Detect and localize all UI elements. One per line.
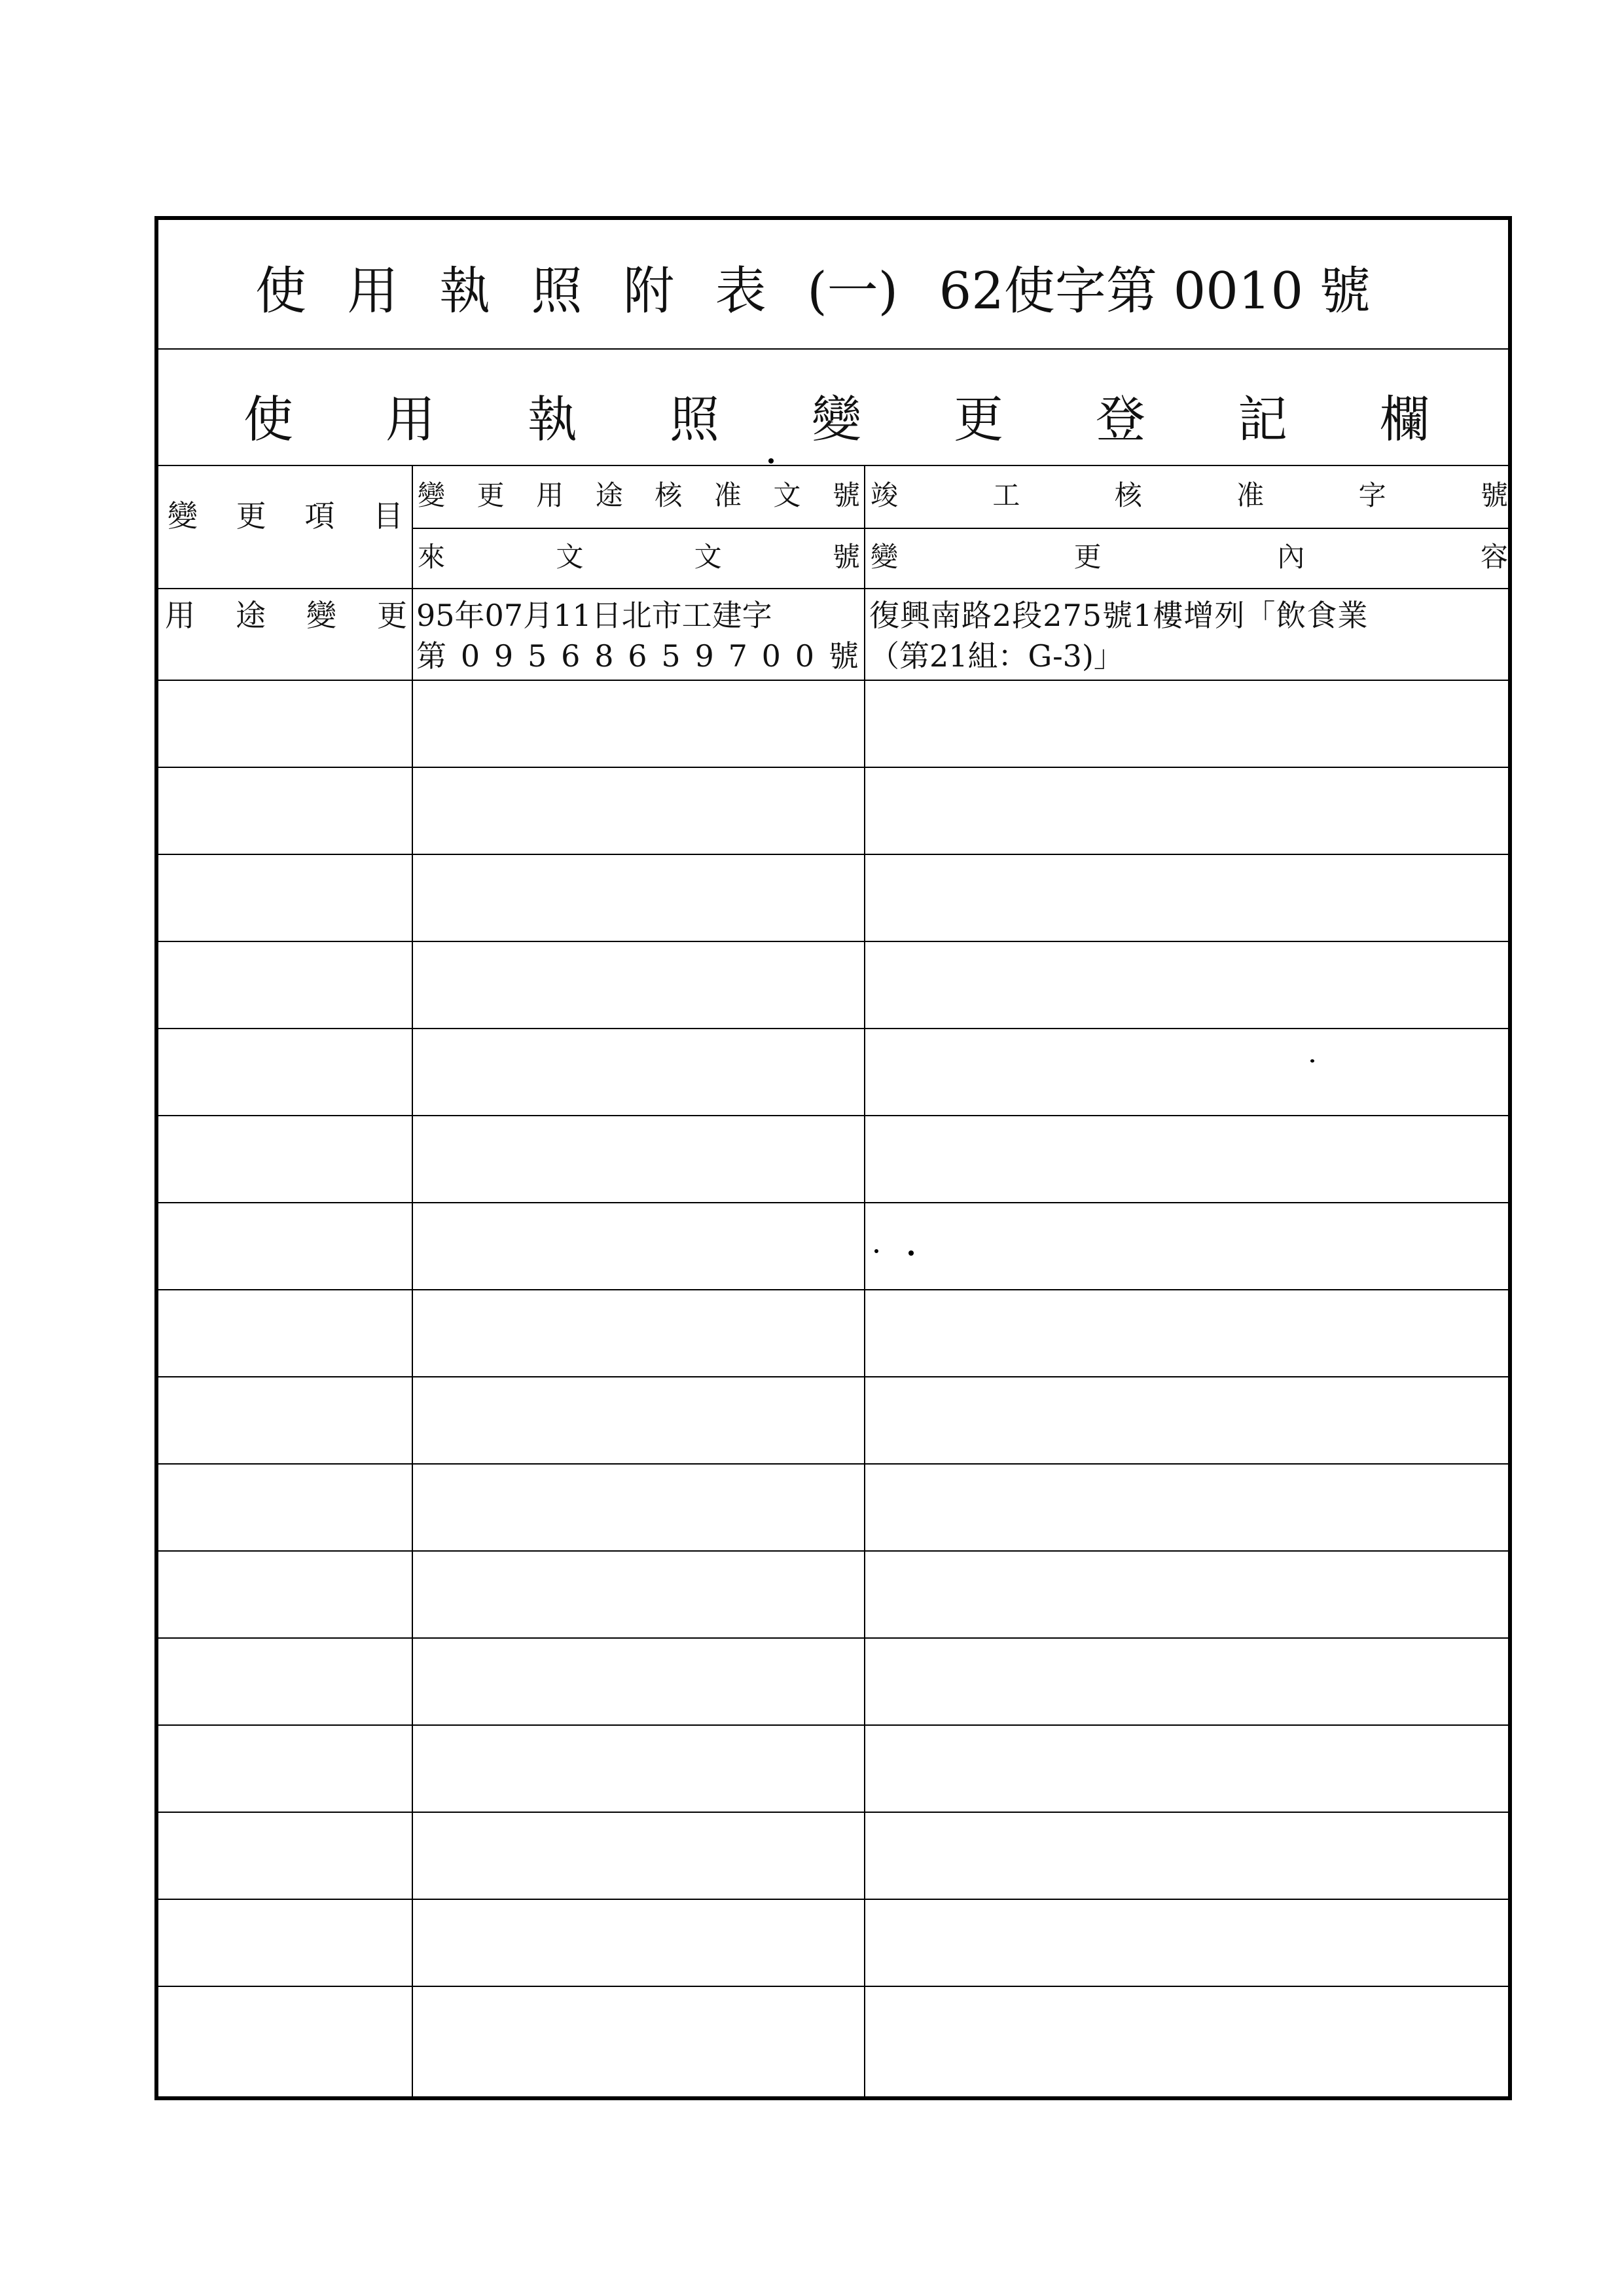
row-item: 用 途 變 更 (165, 598, 407, 633)
row-divider (158, 1637, 1508, 1639)
row-divider (158, 1463, 1508, 1465)
subtitle-char: 變 (812, 390, 861, 448)
row-divider (158, 1899, 1508, 1900)
row-doc-line2: 第 0 9 5 6 8 6 5 9 7 0 0 號 (416, 638, 859, 674)
title-char: (一) (807, 262, 899, 321)
subtitle-char: 記 (1238, 390, 1287, 448)
column-divider (864, 466, 865, 2096)
row-divider (158, 1812, 1508, 1813)
subtitle-char: 執 (528, 390, 577, 448)
row-divider (158, 854, 1508, 855)
page-title (158, 220, 1508, 348)
subtitle-char: 使 (243, 390, 293, 448)
header-completion-no: 竣 工 核 准 字 號 (871, 479, 1508, 511)
row-divider (158, 1986, 1508, 1987)
title-char: 使 (255, 262, 307, 321)
row-divider (158, 1289, 1508, 1290)
subtitle-char: 欄 (1380, 390, 1429, 448)
title-char: 表 (715, 262, 766, 321)
subtitle-char: 用 (386, 390, 435, 448)
header-change-content: 變 更 內 容 (871, 541, 1508, 573)
speck (1310, 1059, 1314, 1063)
title-char: 照 (531, 262, 583, 321)
subtitle-char: 登 (1096, 390, 1145, 448)
column-divider (412, 466, 413, 2096)
row-divider (158, 1724, 1508, 1726)
speck (874, 1249, 878, 1253)
row-content-line2: （第21組：G-3)」 (869, 638, 1124, 674)
row-divider (158, 680, 1508, 681)
row-divider (158, 1028, 1508, 1029)
title-char: 附 (623, 262, 675, 321)
title-char: 用 (347, 262, 399, 321)
row-divider (158, 1202, 1508, 1203)
row-divider (158, 1550, 1508, 1552)
license-number: 62使字第 0010 號 (939, 262, 1371, 321)
title-char: 執 (439, 262, 491, 321)
row-divider (158, 1115, 1508, 1116)
divider (158, 348, 1508, 350)
header-usage-approval-no: 變 更 用 途 核 准 文 號 (418, 479, 860, 511)
subtitle-char: 更 (954, 390, 1003, 448)
subtitle-char: 照 (670, 390, 719, 448)
speck (768, 458, 774, 464)
divider (158, 465, 1508, 466)
row-divider (158, 588, 1508, 589)
header-incoming-doc-no: 來 文 文 號 (418, 541, 860, 573)
section-title (158, 354, 1508, 465)
row-doc-line1: 95年07月11日北市工建字 (416, 598, 772, 633)
row-content-line1: 復興南路2段275號1樓增列「飲食業 (869, 598, 1369, 633)
header-divider (413, 528, 1508, 529)
header-change-item: 變 更 項 目 (168, 498, 403, 534)
row-divider (158, 767, 1508, 768)
registration-table (154, 216, 1512, 2100)
row-divider (158, 941, 1508, 942)
row-divider (158, 1376, 1508, 1377)
speck (908, 1250, 914, 1256)
